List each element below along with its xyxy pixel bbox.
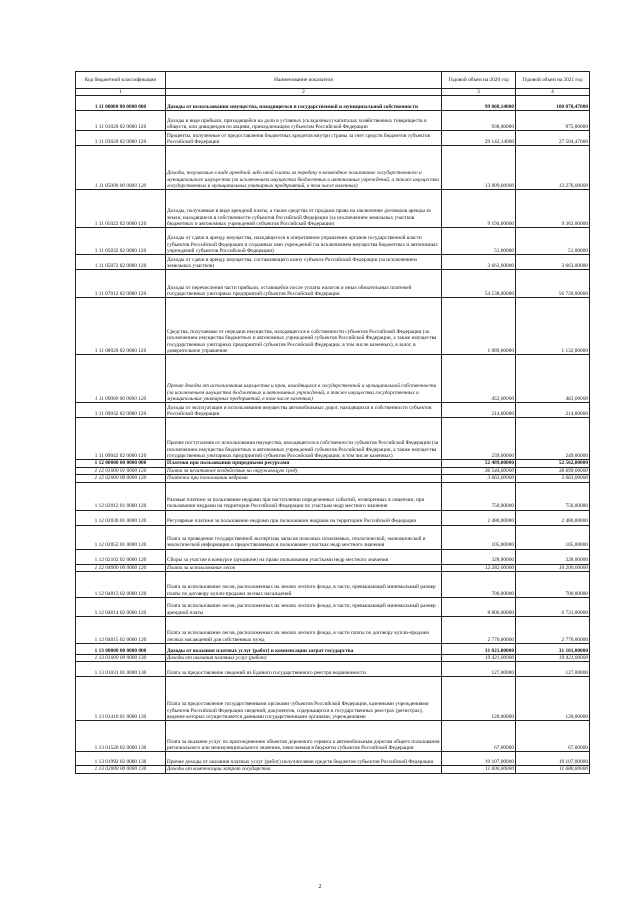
row-name: Плата за использование лесов, расположенных на землях лесного фонда, в части платы по договору купли-продажи лесных насаждений для собственных нужд bbox=[166, 617, 442, 644]
row-value-2021: 750,00000 bbox=[516, 482, 590, 510]
row-value-2020: 214,00000 bbox=[442, 403, 516, 418]
table-row bbox=[76, 572, 590, 598]
table-row bbox=[76, 525, 590, 549]
row-value-2020: 120,00000 bbox=[442, 677, 516, 721]
row-name: Регулярные платежи за пользование недрами при пользовании недрами на территории Российской Федерации bbox=[166, 510, 442, 525]
row-code: 1 12 01000 01 0000 120 bbox=[76, 467, 166, 474]
row-value-2021: 3 663,00000 bbox=[516, 475, 590, 482]
table-row bbox=[76, 467, 590, 474]
index-4: 4 bbox=[516, 89, 590, 96]
row-name: Доходы, получаемые в виде арендной либо иной платы за передачу в возмездное пользование государственного и муниципального имущества (за исключением имущества бюджетных и автономных учреждений, а также имущества государственных и муниципальных унитарных предприятий, в том числе казенных) bbox=[166, 146, 442, 190]
page-number: 2 bbox=[318, 884, 322, 890]
row-value-2021: 2 776,00000 bbox=[516, 617, 590, 644]
row-value-2021: 67,00000 bbox=[516, 721, 590, 752]
row-value-2021: 1 132,00000 bbox=[516, 298, 590, 355]
row-value-2020: 29 142,14000 bbox=[442, 131, 516, 146]
row-name: Доходы от компенсации затрат государства bbox=[166, 766, 442, 773]
row-code: 1 12 04015 02 0000 120 bbox=[76, 617, 166, 644]
row-value-2020: 67,00000 bbox=[442, 721, 516, 752]
row-code: 1 12 02012 01 0000 120 bbox=[76, 482, 166, 510]
row-name: Прочие доходы от использования имущества и прав, находящихся в государственной и муниципальной собственности (за исключением имущества бюджетных и автономных учреждений, а также имущества государственных и муниципальных унитарных предприятий, в том числе казенных) bbox=[166, 355, 442, 403]
row-code: 1 13 01410 01 0000 130 bbox=[76, 677, 166, 721]
table-row bbox=[76, 564, 590, 571]
row-name: Доходы от оказания платных услуг (работ) bbox=[166, 655, 442, 662]
row-name: Доходы от использования имущества, находящегося в государственной и муниципальной собственности bbox=[166, 96, 442, 111]
row-value-2020: 12 282,00000 bbox=[442, 564, 516, 571]
row-value-2021: 463,00000 bbox=[516, 355, 590, 403]
row-code: 1 11 05032 02 0000 120 bbox=[76, 228, 166, 255]
row-code: 1 11 00000 00 0000 000 bbox=[76, 96, 166, 111]
row-value-2021: 105,00000 bbox=[516, 525, 590, 549]
row-code: 1 11 01020 02 0000 120 bbox=[76, 111, 166, 131]
row-value-2021: 249,00000 bbox=[516, 418, 590, 460]
table-row bbox=[76, 190, 590, 228]
table-body bbox=[76, 96, 590, 773]
row-name: Доходы от сдачи в аренду имущества, составляющего казну субъекта Российской Федерации (за исключением земельных участков) bbox=[166, 255, 442, 270]
row-value-2020: 31 021,00000 bbox=[442, 644, 516, 655]
row-code: 1 11 03020 02 0000 120 bbox=[76, 131, 166, 146]
row-name: Доходы, получаемые в виде арендной платы, а также средства от продажи права на заключение договоров аренды за земли, находящиеся в собственности субъектов Российской Федерации (за исключением земельных участков бюджетных и автономных учреждений субъектов Российской Федерации) bbox=[166, 190, 442, 228]
row-name: Плата за проведение государственной экспертизы запасов полезных ископаемых, геологической, экономической и экологической информации о предоставляемых в пользование участках недр местного значения bbox=[166, 525, 442, 549]
row-name: Доходы от оказания платных услуг (работ) и компенсации затрат государства bbox=[166, 644, 442, 655]
row-code: 1 13 01031 01 0000 130 bbox=[76, 662, 166, 677]
row-code: 1 11 08020 02 0000 120 bbox=[76, 298, 166, 355]
row-value-2021: 9 362,00000 bbox=[516, 190, 590, 228]
table-row bbox=[76, 270, 590, 298]
row-value-2021: 214,00000 bbox=[516, 403, 590, 418]
row-value-2020: 54 538,00000 bbox=[442, 270, 516, 298]
row-name: Плата за оказание услуг по присоединению объектов дорожного сервиса к автомобильным дорогам общего пользования регионального или межмуниципального значения, зачисляемая в бюджеты субъектов Российской Федерации bbox=[166, 721, 442, 752]
row-value-2020: 9 194,00000 bbox=[442, 190, 516, 228]
row-value-2021: 19 421,00000 bbox=[516, 655, 590, 662]
row-value-2021: 3 663,00000 bbox=[516, 255, 590, 270]
row-value-2020: 1 089,00000 bbox=[442, 298, 516, 355]
table-row bbox=[76, 298, 590, 355]
table-row bbox=[76, 598, 590, 617]
row-value-2020: 52 489,00000 bbox=[442, 460, 516, 467]
table-row bbox=[76, 111, 590, 131]
row-code: 1 12 02052 01 0000 120 bbox=[76, 525, 166, 549]
row-value-2021: 13 276,00000 bbox=[516, 146, 590, 190]
table-row bbox=[76, 228, 590, 255]
row-name: Платежи при пользовании недрами bbox=[166, 475, 442, 482]
row-name: Доходы в виде прибыли, приходящейся на доли в уставных (складочных) капиталах хозяйственных товариществ и обществ, или дивидендов по акциям, принадлежащим субъектам Российской Федерации bbox=[166, 111, 442, 131]
header-name: Наименование показателя bbox=[166, 72, 442, 89]
row-value-2020: 938,00000 bbox=[442, 111, 516, 131]
row-name: Плата за предоставление государственными органами субъектов Российской Федерации, казенными учреждениями субъектов Российской Федерации сведений, документов, содержащихся в государственных реестрах (регистрах), ведение которых осуществляется данными государственными органами, учреждениями bbox=[166, 677, 442, 721]
table-row bbox=[76, 721, 590, 752]
row-value-2021: 31 101,00000 bbox=[516, 644, 590, 655]
row-value-2020: 19 421,00000 bbox=[442, 655, 516, 662]
row-value-2021: 127,00000 bbox=[516, 662, 590, 677]
revenue-table-container bbox=[75, 71, 589, 774]
table-row bbox=[76, 662, 590, 677]
table-row bbox=[76, 549, 590, 564]
row-value-2020: 36 544,00000 bbox=[442, 467, 516, 474]
row-value-2020: 453,00000 bbox=[442, 355, 516, 403]
row-code: 1 12 04013 02 0000 120 bbox=[76, 572, 166, 598]
row-code: 1 11 05022 02 0000 120 bbox=[76, 190, 166, 228]
row-name: Плата за использование лесов, расположенных на землях лесного фонда, в части, превышающей минимальный размер платы по договору купли-продажи лесных насаждений bbox=[166, 572, 442, 598]
row-value-2020: 2 776,00000 bbox=[442, 617, 516, 644]
row-code: 1 13 01992 02 0000 130 bbox=[76, 752, 166, 766]
table-row bbox=[76, 460, 590, 467]
row-value-2021: 27 504,47000 bbox=[516, 131, 590, 146]
row-value-2020: 127,00000 bbox=[442, 662, 516, 677]
row-value-2020: 750,00000 bbox=[442, 482, 516, 510]
row-value-2021: 6 731,00000 bbox=[516, 598, 590, 617]
header-2021: Годовой объем на 2021 год bbox=[516, 72, 590, 89]
row-code: 1 11 09032 02 0000 120 bbox=[76, 403, 166, 418]
row-code: 1 11 09000 00 0000 120 bbox=[76, 355, 166, 403]
row-name: Доходы от перечисления части прибыли, остающейся после уплаты налогов и иных обязательных платежей государственных унитарных предприятий субъектов Российской Федерации bbox=[166, 270, 442, 298]
row-value-2021: 19 107,00000 bbox=[516, 752, 590, 766]
table-row bbox=[76, 482, 590, 510]
row-code: 1 12 02030 01 0000 120 bbox=[76, 510, 166, 525]
row-name: Плата за предоставление сведений из Единого государственного реестра недвижимости bbox=[166, 662, 442, 677]
row-code: 1 12 04014 02 0000 120 bbox=[76, 598, 166, 617]
row-name: Доходы от сдачи в аренду имущества, находящегося в оперативном управлении органов государственной власти субъектов Российской Федерации и созданных ими учреждений (за исключением имущества бюджетных и автономных учреждений субъектов Российской Федерации) bbox=[166, 228, 442, 255]
row-value-2020: 700,00000 bbox=[442, 572, 516, 598]
table-row bbox=[76, 255, 590, 270]
row-value-2020: 19 107,00000 bbox=[442, 752, 516, 766]
row-code: 1 11 05000 00 0000 120 bbox=[76, 146, 166, 190]
table-row bbox=[76, 617, 590, 644]
row-code: 1 11 07012 02 0000 120 bbox=[76, 270, 166, 298]
row-name: Плата за негативное воздействие на окружающую среду bbox=[166, 467, 442, 474]
row-name: Проценты, полученные от предоставления бюджетных кредитов внутри страны за счет средств бюджетов субъектов Российской Федерации bbox=[166, 131, 442, 146]
table-row bbox=[76, 475, 590, 482]
row-name: Разовые платежи за пользование недрами при наступлении определенных событий, оговоренных в лицензии, при пользовании недрами на территории Российской Федерации по участкам недр местного значения bbox=[166, 482, 442, 510]
row-value-2021: 51,00000 bbox=[516, 228, 590, 255]
row-value-2021: 10 200,00000 bbox=[516, 564, 590, 571]
table-row bbox=[76, 655, 590, 662]
table-row bbox=[76, 403, 590, 418]
row-code: 1 13 01520 02 0000 130 bbox=[76, 721, 166, 752]
table-row bbox=[76, 418, 590, 460]
table-index-row bbox=[76, 89, 590, 96]
row-code: 1 12 00000 00 0000 000 bbox=[76, 460, 166, 467]
row-name: Плата за использование лесов bbox=[166, 564, 442, 571]
row-value-2020: 3 663,00000 bbox=[442, 475, 516, 482]
row-code: 1 11 09042 02 0000 120 bbox=[76, 418, 166, 460]
table-row bbox=[76, 96, 590, 111]
table-row bbox=[76, 677, 590, 721]
row-value-2021: 328,00000 bbox=[516, 549, 590, 564]
row-value-2020: 3 663,00000 bbox=[442, 255, 516, 270]
row-code: 1 12 02000 00 0000 120 bbox=[76, 475, 166, 482]
table-header-row bbox=[76, 72, 590, 89]
table-row bbox=[76, 644, 590, 655]
row-code: 1 11 05072 02 0000 120 bbox=[76, 255, 166, 270]
row-code: 1 12 04000 00 0000 120 bbox=[76, 564, 166, 571]
row-code: 1 13 01000 00 0000 130 bbox=[76, 655, 166, 662]
header-code: Код бюджетной классификации bbox=[76, 72, 166, 89]
row-value-2020: 51,00000 bbox=[442, 228, 516, 255]
revenue-table bbox=[75, 71, 590, 774]
table-row bbox=[76, 131, 590, 146]
table-row bbox=[76, 510, 590, 525]
row-value-2021: 56 720,00000 bbox=[516, 270, 590, 298]
row-value-2020: 2 480,00000 bbox=[442, 510, 516, 525]
row-value-2021: 100 070,47000 bbox=[516, 96, 590, 111]
row-value-2020: 239,00000 bbox=[442, 418, 516, 460]
table-row bbox=[76, 752, 590, 766]
row-value-2020: 99 068,14000 bbox=[442, 96, 516, 111]
index-3: 3 bbox=[442, 89, 516, 96]
row-value-2020: 13 909,00000 bbox=[442, 146, 516, 190]
table-row bbox=[76, 146, 590, 190]
row-value-2021: 52 562,00000 bbox=[516, 460, 590, 467]
table-row bbox=[76, 355, 590, 403]
row-name: Средства, получаемые от передачи имущества, находящегося в собственности субъектов Российской Федерации (за исключением имущества бюджетных и автономных учреждений субъектов Российской Федерации, а также имущества государственных унитарных предприятий субъектов Российской Федерации, в том числе казенных), в залог, в доверительное управление bbox=[166, 298, 442, 355]
row-value-2021: 11 680,00000 bbox=[516, 766, 590, 773]
row-code: 1 13 00000 00 0000 000 bbox=[76, 644, 166, 655]
row-name: Сборы за участие в конкурсе (аукционе) на право пользования участками недр местного значения bbox=[166, 549, 442, 564]
table-row bbox=[76, 766, 590, 773]
row-value-2020: 8 806,00000 bbox=[442, 598, 516, 617]
row-value-2020: 105,00000 bbox=[442, 525, 516, 549]
row-name: Доходы от эксплуатации и использования имущества автомобильных дорог, находящихся в собственности субъектов Российской Федерации bbox=[166, 403, 442, 418]
index-2: 2 bbox=[166, 89, 442, 96]
row-code: 1 12 02102 02 0000 120 bbox=[76, 549, 166, 564]
row-name: Плата за использование лесов, расположенных на землях лесного фонда, в части, превышающей минимальный размер арендной платы bbox=[166, 598, 442, 617]
row-value-2021: 120,00000 bbox=[516, 677, 590, 721]
row-name: Прочие доходы от оказания платных услуг (работ) получателями средств бюджетов субъектов Российской Федерации bbox=[166, 752, 442, 766]
index-1: 1 bbox=[76, 89, 166, 96]
row-value-2021: 38 699,00000 bbox=[516, 467, 590, 474]
row-value-2021: 2 480,00000 bbox=[516, 510, 590, 525]
row-name: Платежи при пользовании природными ресурсами bbox=[166, 460, 442, 467]
row-value-2021: 700,00000 bbox=[516, 572, 590, 598]
row-name: Прочие поступления от использования имущества, находящегося в собственности субъектов Российской Федерации (за исключением имущества бюджетных и автономных учреждений субъектов Российской Федерации, а также имущества государственных унитарных предприятий субъектов Российской Федерации, в том числе казенных) bbox=[166, 418, 442, 460]
header-2020: Годовой объем на 2020 год bbox=[442, 72, 516, 89]
row-value-2020: 11 600,00000 bbox=[442, 766, 516, 773]
row-code: 1 13 02000 00 0000 130 bbox=[76, 766, 166, 773]
row-value-2020: 328,00000 bbox=[442, 549, 516, 564]
row-value-2021: 975,00000 bbox=[516, 111, 590, 131]
